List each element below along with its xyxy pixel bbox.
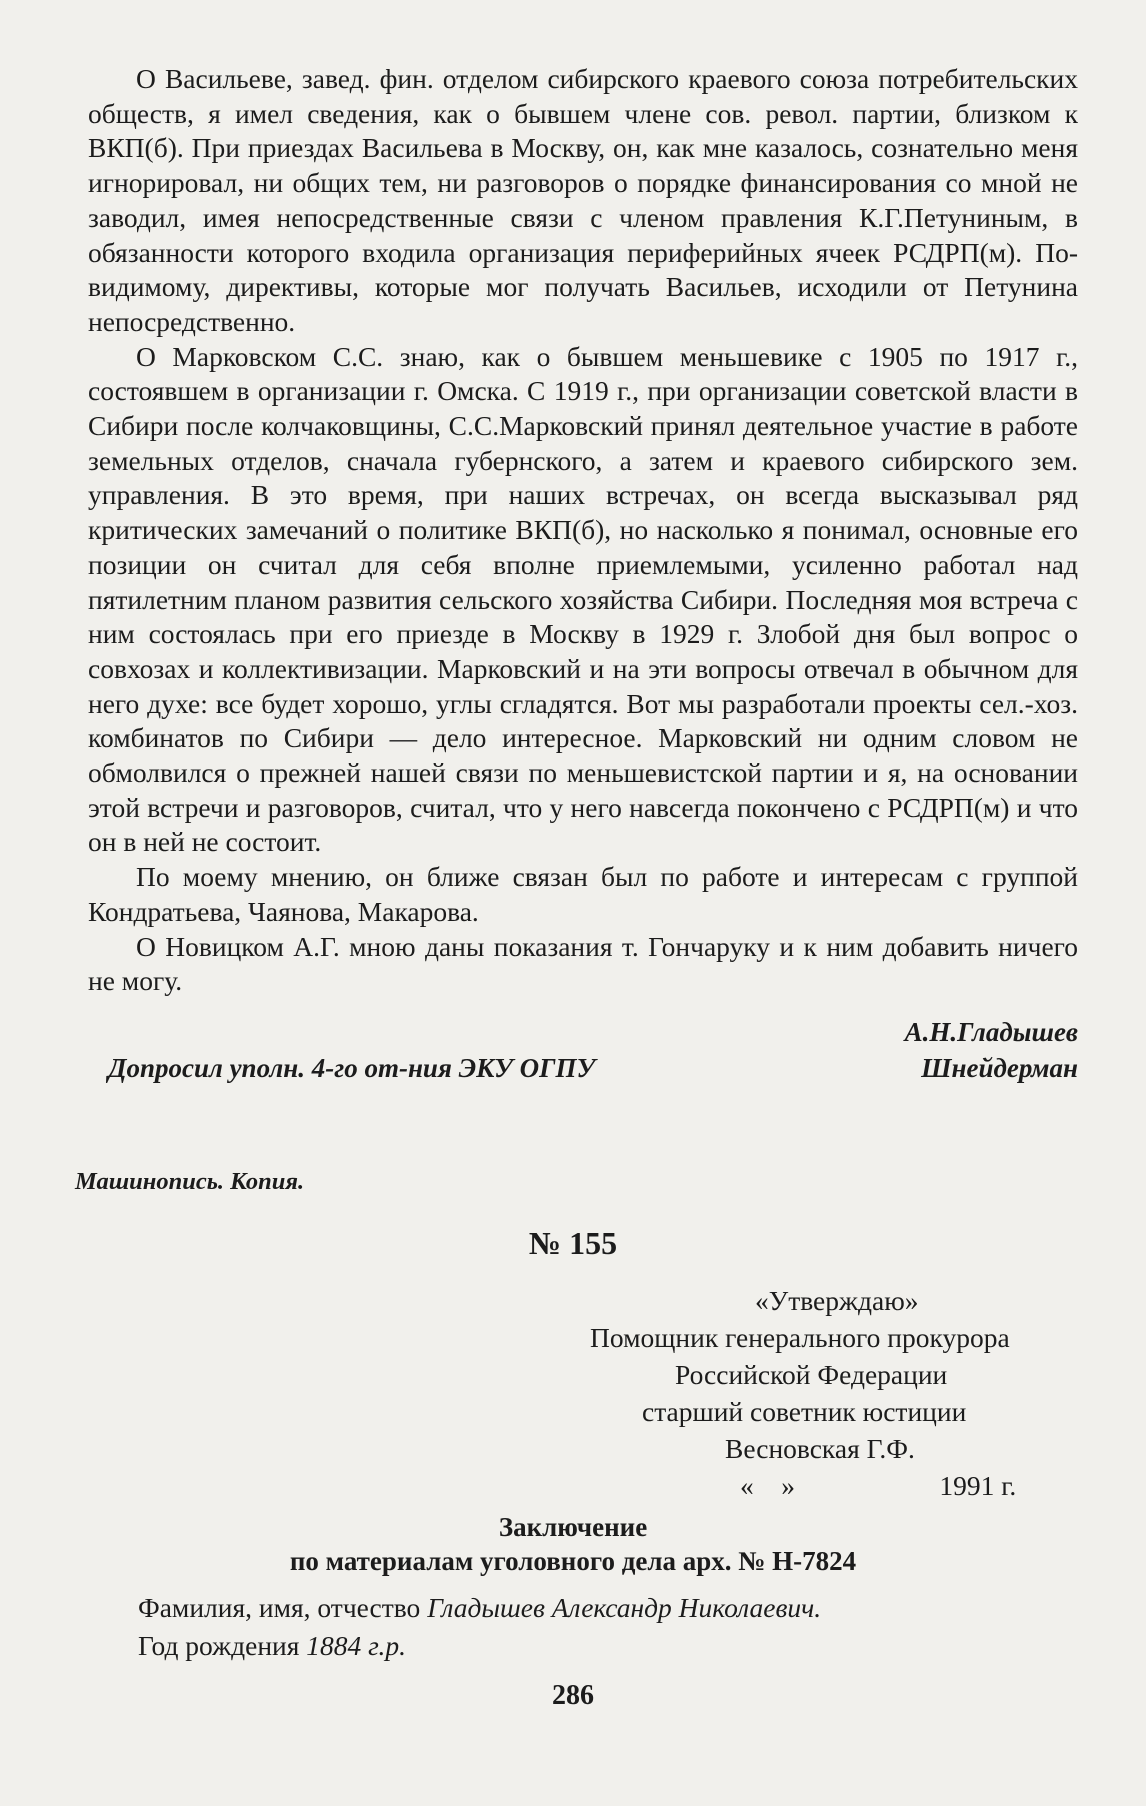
approve-line-4: Весновская Г.Ф. [725,1433,915,1464]
approve-line-2: Российской Федерации [675,1359,948,1390]
type-note: Машинопись. Копия. [75,1168,305,1195]
approve-heading: «Утверждаю» [755,1285,919,1316]
paragraph-opinion: По моему мнению, он ближе связан был по работе и интересам с группой Кондратьева, Чаянова, Макарова. [88,861,1078,927]
interrogator-label: Допросил уполн. 4-го от-ния ЭКУ ОГПУ [108,1052,596,1083]
paragraph-novitsky: О Новицком А.Г. мною даны показания т. Гончаруку и к ним добавить ничего не могу. [88,930,1078,997]
paragraph-markovsky: О Марковском С.С. знаю, как о бывшем меньшевике с 1905 по 1917 г., состоявшем в организации г. Омска. С 1919 г., при организации советской власти в Сибири после колчаковщины, С.С.Марковский принял деятельное участие в работе земельных отделов, сначала губернского, а затем и краевого сибирского зем. управления. В это время, при наших встречах, он всегда высказывал ряд критических замечаний о политике ВКП(б), но насколько я понимал, основные его позиции он считал для себя вполне приемлемыми, усиленно работал над пятилетним планом развития сельского хозяйства Сибири. Последняя моя встреча с ним состоялась при его приезде в Москву в 1929 г. Злобой дня был вопрос о совхозах и коллективизации. Марковский и на эти вопросы отвечал в обычном для него духе: все будет хорошо, углы сгладятся. Вот мы разработали проекты сел.-хоз. комбинатов по Сибири — дело интересное. Марковский ни одним словом не обмолвился о прежней нашей связи по меньшевистской партии и я, на основании этой встречи и разговоров, считал, что у него навсегда покончено с РСДРП(м) и что он в ней не состоит. [88,340,1078,858]
signature-line [88,1015,1078,1051]
approval-block [590,1282,1090,1504]
signature: А.Н.Гладышев [904,1016,1078,1047]
field-birth-year-value: 1884 г.р. [306,1630,407,1661]
approve-line-3: старший советник юстиции [642,1396,967,1427]
page-number: 286 [552,1680,594,1711]
field-birth-year-label: Год рождения [138,1630,300,1661]
field-full-name [138,1592,821,1624]
field-full-name-value: Гладышев Александр Николаевич. [427,1592,822,1623]
testimony-text [88,62,1078,1087]
conclusion-title: Заключение [498,1512,648,1542]
field-full-name-label: Фамилия, имя, отчество [138,1592,421,1623]
field-birth-year [138,1630,406,1662]
conclusion-heading [0,1510,1146,1578]
approve-line-1: Помощник генерального прокурора [590,1322,1010,1353]
interrogator-line [88,1051,1078,1087]
conclusion-subtitle: по материалам уголовного дела арх. № Н-7824 [289,1546,857,1576]
document-number: № 155 [528,1225,618,1261]
interrogator-name: Шнейдерман [921,1052,1078,1083]
paragraph-vasiliev: О Васильеве, завед. фин. отделом сибирского краевого союза потребительских обществ, я имел сведения, как о бывшем члене сов. револ. партии, близком к ВКП(б). При приездах Васильева в Москву, он, как мне казалось, сознательно меня игнорировал, ни общих тем, ни разговоров о порядке финансирования со мной не заводил, имея непосредственные связи с членом правления К.Г.Петуниным, в обязанности которого входила организация периферийных ячеек РСДРП(м). По-видимому, директивы, которые мог получать Васильев, исходили от Петунина непосредственно. [88,63,1078,337]
approve-date: « » 1991 г. [740,1470,1017,1501]
